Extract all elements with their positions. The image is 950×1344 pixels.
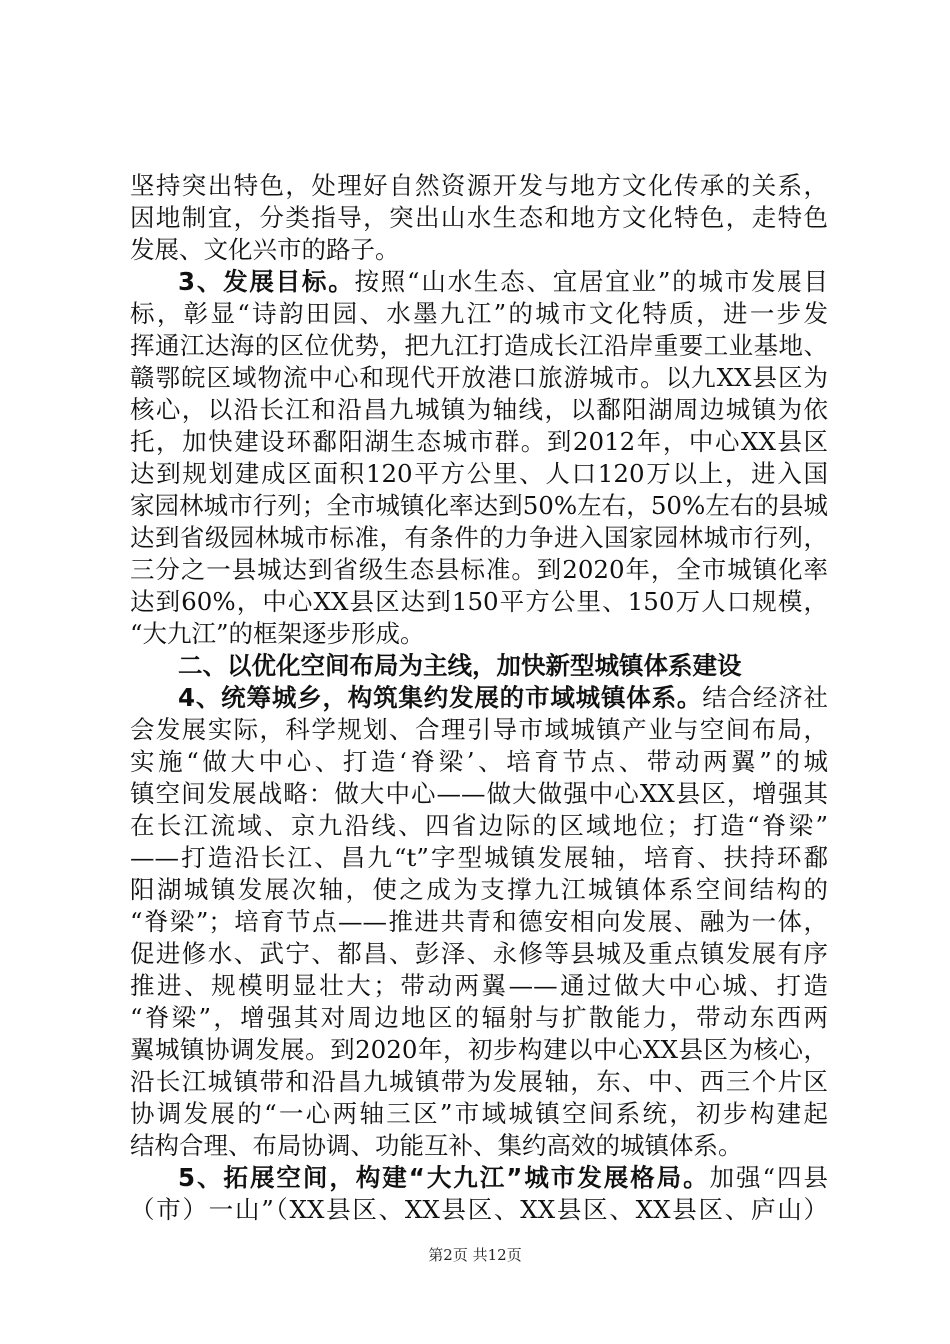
bold-text: 5、拓展空间，构建“大九江”城市发展格局。 <box>178 1163 710 1192</box>
paragraph-line <box>130 906 828 938</box>
paragraph-line <box>130 1034 828 1066</box>
text-run: 坚持突出特色，处理好自然资源开发与地方文化传承的关系， <box>130 171 828 200</box>
text-run: 沿长江城镇带和沿昌九城镇带为发展轴，东、中、西三个片区 <box>130 1067 828 1096</box>
text-run: “大九江”的框架逐步形成。 <box>130 619 425 648</box>
text-run: 达到省级园林城市标准，有条件的力争进入国家园林城市行列， <box>130 523 828 552</box>
bold-text: 4、统筹城乡，构筑集约发展的市域城镇体系。 <box>178 683 703 712</box>
text-run: 阳湖城镇发展次轴，使之成为支撑九江城镇体系空间结构的 <box>130 875 828 904</box>
text-run: 实施“做大中心、打造‘脊梁’、培育节点、带动两翼”的城 <box>130 747 828 776</box>
paragraph-line <box>130 490 828 522</box>
paragraph-line <box>130 202 828 234</box>
text-run: 核心，以沿长江和沿昌九城镇为轴线，以鄱阳湖周边城镇为依 <box>130 395 828 424</box>
text-run: 镇空间发展战略：做大中心——做大做强中心XX县区，增强其 <box>130 779 828 808</box>
text-run: 加强“四县 <box>709 1163 828 1192</box>
text-run: 结构合理、布局协调、功能互补、集约高效的城镇体系。 <box>130 1131 743 1160</box>
text-run: 赣鄂皖区域物流中心和现代开放港口旅游城市。以九XX县区为 <box>130 363 828 392</box>
paragraph-line <box>130 970 828 1002</box>
text-run: 发展、文化兴市的路子。 <box>130 235 400 264</box>
paragraph-line <box>130 554 828 586</box>
text-run: 会发展实际，科学规划、合理引导市域城镇产业与空间布局， <box>130 715 828 744</box>
paragraph-line <box>130 778 828 810</box>
paragraph-line <box>130 874 828 906</box>
paragraph-line <box>130 810 828 842</box>
paragraph-line <box>130 426 828 458</box>
text-run: “脊梁”；培育节点——推进共青和德安相向发展、融为一体， <box>130 907 828 936</box>
bold-text: 3、发展目标。 <box>178 267 355 296</box>
paragraph-line <box>130 842 828 874</box>
paragraph-line <box>130 330 828 362</box>
paragraph-line <box>130 234 828 266</box>
paragraph-line <box>130 298 828 330</box>
text-run: 托，加快建设环鄱阳湖生态城市群。到2012年，中心XX县区 <box>130 427 828 456</box>
paragraph-line <box>130 1098 828 1130</box>
paragraph-line <box>130 266 828 298</box>
paragraph-line <box>130 394 828 426</box>
paragraph-line <box>130 938 828 970</box>
paragraph-line <box>130 618 828 650</box>
text-run: 促进修水、武宁、都昌、彭泽、永修等县城及重点镇发展有序 <box>130 939 828 968</box>
text-run: 标，彰显“诗韵田园、水墨九江”的城市文化特质，进一步发 <box>130 299 828 328</box>
text-run: 在长江流域、京九沿线、四省边际的区域地位；打造“脊梁” <box>130 811 828 840</box>
text-run: 达到规划建成区面积120平方公里、人口120万以上，进入国 <box>130 459 828 488</box>
text-run: （市）一山”（XX县区、XX县区、XX县区、XX县区、庐山） <box>130 1195 828 1224</box>
text-run: 家园林城市行列；全市城镇化率达到50%左右，50%左右的县城 <box>130 491 828 520</box>
paragraph-line <box>130 1002 828 1034</box>
text-run: 按照“山水生态、宜居宜业”的城市发展目 <box>354 267 828 296</box>
paragraph-line <box>130 1066 828 1098</box>
page-footer: 第2页 共12页 <box>428 1246 522 1264</box>
paragraph-line <box>130 1194 828 1226</box>
text-run: 结合经济社 <box>702 683 828 712</box>
paragraph-line <box>130 682 828 714</box>
text-run: 挥通江达海的区位优势，把九江打造成长江沿岸重要工业基地、 <box>130 331 828 360</box>
paragraph-line <box>130 586 828 618</box>
section-heading-line <box>130 650 828 682</box>
paragraph-line <box>130 170 828 202</box>
text-run: 推进、规模明显壮大；带动两翼——通过做大中心城、打造 <box>130 971 828 1000</box>
paragraph-line <box>130 522 828 554</box>
paragraph-line <box>130 1130 828 1162</box>
text-run: 因地制宜，分类指导，突出山水生态和地方文化特色，走特色 <box>130 203 828 232</box>
text-run: 协调发展的“一心两轴三区”市域城镇空间系统，初步构建起 <box>130 1099 828 1128</box>
text-run: 达到60%，中心XX县区达到150平方公里、150万人口规模， <box>130 587 828 616</box>
paragraph-line <box>130 1162 828 1194</box>
text-run: 三分之一县城达到省级生态县标准。到2020年，全市城镇化率 <box>130 555 828 584</box>
text-run: 翼城镇协调发展。到2020年，初步构建以中心XX县区为核心， <box>130 1035 828 1064</box>
bold-text: 二、以优化空间布局为主线，加快新型城镇体系建设 <box>178 651 742 680</box>
paragraph-line <box>130 458 828 490</box>
paragraph-line <box>130 746 828 778</box>
text-run: ——打造沿长江、昌九“t”字型城镇发展轴，培育、扶持环鄱 <box>130 843 828 872</box>
text-run: “脊梁”，增强其对周边地区的辐射与扩散能力，带动东西两 <box>130 1003 828 1032</box>
document-body <box>130 170 828 1226</box>
paragraph-line <box>130 362 828 394</box>
paragraph-line <box>130 714 828 746</box>
